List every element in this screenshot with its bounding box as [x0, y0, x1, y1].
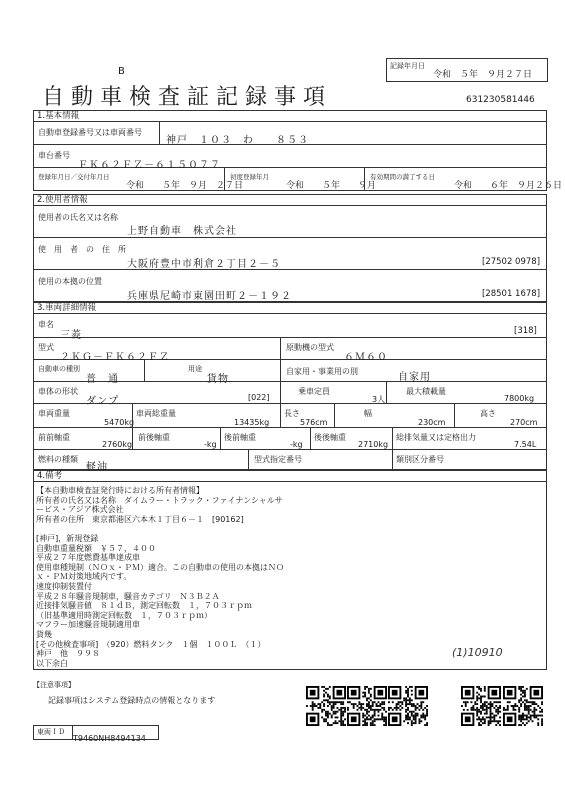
engine-label: 原動機の型式	[286, 343, 334, 352]
class-label: 類別区分番号	[396, 455, 444, 464]
qr-code-2	[347, 686, 387, 726]
record-date-box	[386, 58, 548, 82]
row-registration	[33, 122, 547, 145]
record-date: 令和 ５年 ９月２７日	[433, 70, 533, 80]
user-base-value: 兵庫県尼崎市東園田町２－１９２	[127, 291, 292, 302]
row-dates	[33, 168, 563, 191]
disp-value: 7.54L	[514, 440, 537, 449]
rf-label: 後前軸重	[224, 433, 256, 442]
ff-label: 前前軸重	[38, 433, 70, 442]
remarks-line: 神戸 他 ９９８	[36, 649, 100, 659]
record-date-label: 記録年月日	[390, 62, 425, 70]
qr-code-1	[306, 686, 346, 726]
first-reg-label: 初度登録年月	[230, 173, 269, 181]
notice-text: 記録事項はシステム登録時点の情報となります	[48, 696, 216, 705]
chassis-label: 車台番号	[38, 151, 70, 160]
remarks-line: マフラー加速騒音規制適用車	[36, 620, 140, 630]
user-base-label: 使用の本拠の位置	[38, 277, 102, 286]
capacity-label: 乗車定員	[298, 387, 330, 396]
designation-label: 型式指定番号	[254, 455, 302, 464]
disp-label: 総排気量又は定格出力	[396, 433, 476, 442]
remarks-line: [その他検査事項] （920）燃料タンク １個 １００Ｌ （１）	[36, 639, 266, 649]
model-value: ２ＫＧ－ＦＫ６２ＦＺ	[60, 352, 170, 363]
user-name-value: 上野自動車 株式会社	[127, 226, 237, 237]
rr-value: 2710kg	[358, 440, 389, 449]
use-value: 貨物	[207, 374, 229, 385]
width-value: 230cm	[418, 418, 446, 427]
kind-value: 普 通	[86, 374, 119, 385]
remarks-line: 平成２７年度燃費基準達成車	[36, 553, 140, 563]
rf-value: -kg	[290, 440, 303, 449]
maxload-value: 7800kg	[504, 394, 535, 403]
row-kind	[33, 360, 547, 385]
fuel-value: 軽油	[86, 462, 108, 473]
private-value: 自家用	[398, 372, 431, 383]
capacity-value: 3人	[372, 395, 386, 404]
section-vehicle: 3.車両詳細情報	[33, 302, 547, 314]
remarks-line: 所有者の住所 東京都港区六本木１丁目６－１ [90162]	[36, 514, 244, 524]
expiry-label: 有効期間の満了する日	[370, 173, 435, 181]
row-user-address	[33, 238, 547, 270]
qr-code-3	[388, 686, 428, 726]
gross-label: 車両総重量	[136, 409, 176, 418]
maker-code: [318]	[514, 326, 537, 336]
row-weights	[33, 404, 547, 428]
chassis-value: ＦＫ６２ＦＺ－６１５０７７	[78, 160, 221, 171]
remarks-line: 速度抑制装置付	[36, 582, 92, 591]
row-user-base	[33, 270, 547, 302]
fr-label: 前後軸重	[138, 433, 170, 442]
remarks-line: 平成２８年騒音規制車，騒音カテゴリ Ｎ３Ｂ２Ａ	[36, 591, 220, 601]
doc-number: 631230581446	[466, 95, 535, 105]
height-value: 270cm	[510, 418, 538, 427]
shape-value: ダンプ	[86, 396, 120, 407]
weight-label: 車両重量	[38, 409, 70, 418]
remarks-line: （旧基準適用時測定回転数 １，７０３ｒｐｍ）	[36, 610, 212, 620]
ff-value: 2760kg	[102, 440, 133, 449]
fuel-label: 燃料の種類	[38, 455, 78, 464]
length-label: 長さ	[284, 409, 300, 418]
section-remarks: 4.備考	[33, 470, 547, 482]
fr-value: -kg	[204, 440, 217, 449]
reg-label: 自動車登録番号又は車両番号	[38, 128, 142, 137]
row-maker	[33, 314, 547, 341]
remarks-line: ｘ・ＰＭ対策地域内です。	[36, 572, 132, 582]
remarks-line: 自動車重量税額 ￥５７，４００	[36, 543, 156, 553]
weight-value: 5470kg	[104, 418, 135, 427]
remarks-line: ービス・アジア株式会社	[36, 505, 124, 515]
grade-mark: B	[118, 66, 125, 77]
kind-label: 自動車の種別	[38, 365, 80, 373]
row-fuel	[33, 450, 547, 473]
user-address-code: [27502 0978]	[482, 257, 541, 267]
row-shape	[33, 382, 547, 407]
reg-value: 神戸 １０３ わ ８５３	[166, 135, 309, 146]
remarks-line: 使用車種規制（ＮＯｘ・ＰＭ）適合。この自動車の使用の本拠はＮＯ	[36, 562, 284, 572]
user-name-label: 使用者の氏名又は名称	[38, 213, 118, 222]
user-address-value: 大阪府豊中市利倉２丁目２－５	[127, 259, 281, 270]
remarks-line: 【本自動車検査証発行時における所有者情報】	[36, 486, 204, 495]
id-value: T9460NH8494134	[73, 734, 146, 743]
row-chassis	[33, 145, 547, 171]
width-label: 幅	[364, 409, 372, 418]
engine-value: ６Ｍ６０	[344, 352, 388, 363]
remarks-line: 以下余白	[36, 658, 68, 668]
maxload-label: 最大積載量	[406, 387, 446, 396]
height-label: 高さ	[480, 409, 496, 418]
gross-value: 13435kg	[234, 418, 270, 427]
row-axles	[33, 428, 547, 450]
first-reg-value: 令和 ５年 ９月	[286, 181, 377, 191]
page-title: 自動車検査証記録事項	[42, 85, 333, 110]
handwritten-note: (1)10910	[452, 646, 503, 659]
remarks-line: 貨幾	[36, 630, 52, 639]
row-user-name	[33, 206, 547, 238]
section-basic: 1.基本情報	[33, 110, 547, 122]
section-user: 2.使用者情報	[33, 194, 547, 206]
reg-date-label: 登録年月日／交付年月日	[38, 173, 110, 181]
expiry-value: 令和 ６年 ９月２６日	[454, 181, 563, 191]
model-label: 型式	[38, 343, 54, 352]
remarks-line: [神戸]，新規登録	[36, 534, 99, 543]
rr-label: 後後軸重	[314, 433, 346, 442]
private-label: 自家用・事業用の別	[286, 367, 358, 376]
qr-code-5	[503, 686, 543, 726]
user-address-label: 使 用 者 の 住 所	[38, 245, 126, 254]
maker-label: 車名	[38, 320, 54, 329]
notice-title: 【注意事項】	[33, 681, 75, 689]
length-value: 576cm	[300, 418, 328, 427]
id-label: 東両ＩＤ	[37, 728, 65, 736]
shape-code: [022]	[248, 393, 270, 402]
maker-value: 三菱	[60, 330, 82, 341]
shape-label: 車体の形状	[38, 387, 78, 396]
user-base-code: [28501 1678]	[482, 289, 541, 299]
remarks-line: 近接排気騒音値 ８１ｄＢ，測定回転数 １，７０３ｒｐｍ	[36, 601, 252, 611]
reg-date-value: 令和 ５年 ９月 ２７日	[126, 181, 244, 191]
row-model	[33, 338, 547, 363]
use-label: 用途	[188, 365, 202, 373]
remarks-line: 所有者の氏名又は名称 ダイムラー・トラック・ファイナンシャルサ	[36, 495, 283, 505]
qr-code-4	[461, 686, 501, 726]
